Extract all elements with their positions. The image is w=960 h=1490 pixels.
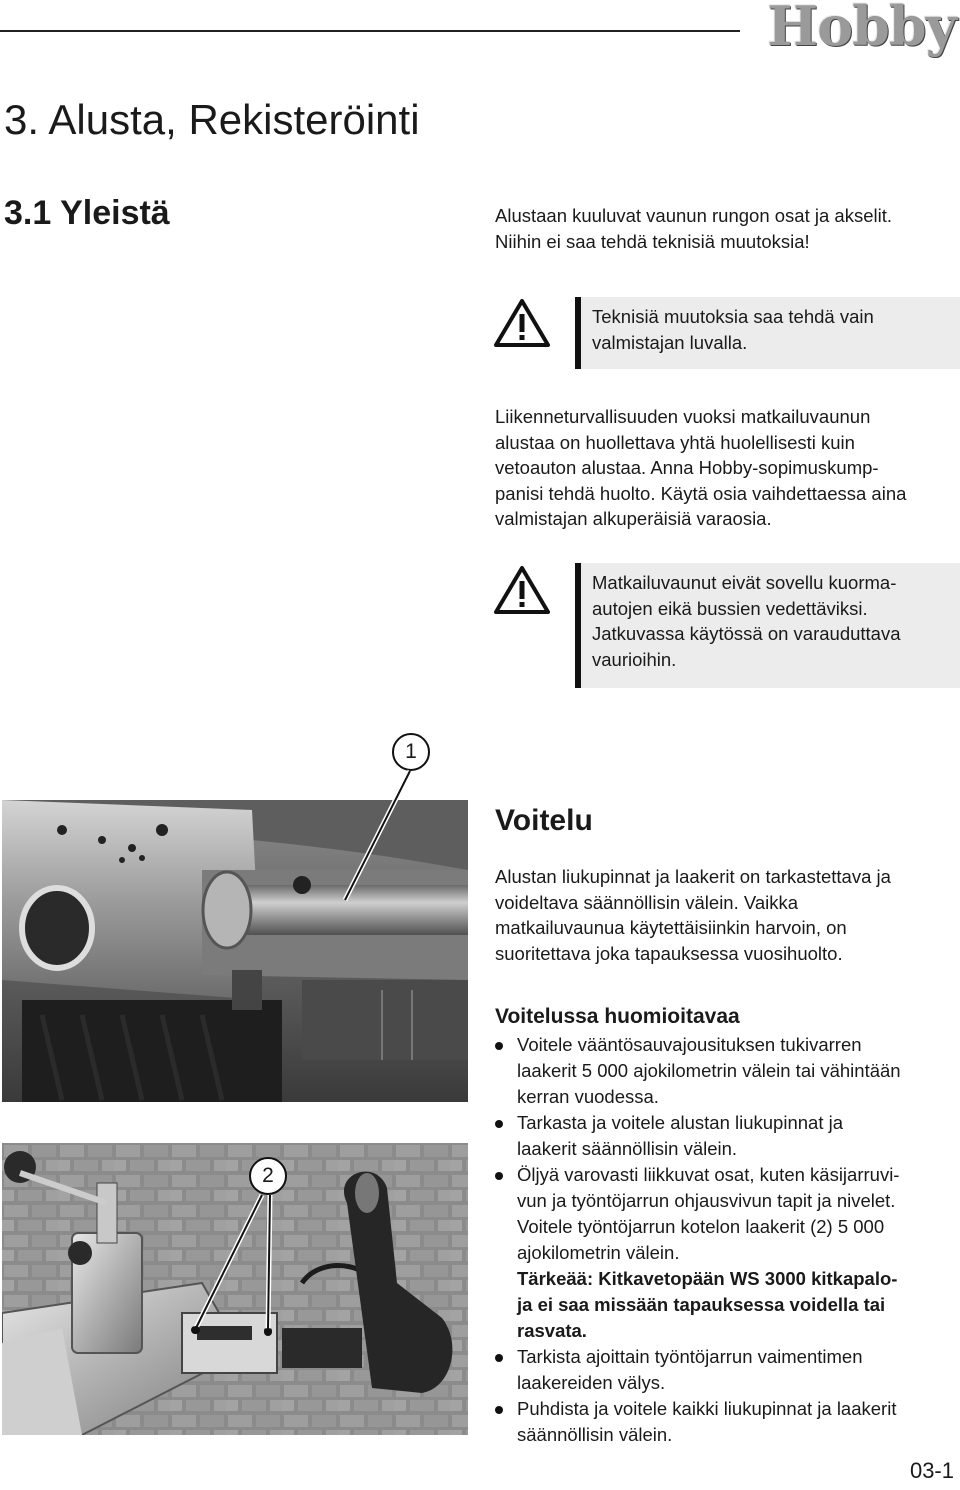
list-item: Puhdista ja voitele kaikki liukupinnat ja laakerit säännöllisin välein. — [495, 1396, 960, 1448]
warning-triangle-icon — [494, 298, 550, 348]
page-number: 03-1 — [909, 1458, 954, 1483]
important-note: Tärkeää: Kitkavetopään WS 3000 kitkapalo- ja ei saa missään tapauksessa voidella tai rasvata. — [517, 1268, 898, 1341]
voitelu-paragraph: Alustan liukupinnat ja laakerit on tarkastettava ja voideltava säännöllisin välein. Vaikka matkailuvaunua käytettäisiinkin harvoin, on suoritettava joka tapauksessa vuosihuolto. — [495, 866, 891, 964]
callout-2: 2 — [249, 1157, 287, 1195]
note-box-2: Matkailuvaunut eivät sovellu kuorma- autojen eikä bussien vedettäviksi. Jatkuvassa käytössä on varauduttava vaurioihin. — [575, 563, 960, 688]
maintenance-paragraph: Liikenneturvallisuuden vuoksi matkailuvaunun alustaa on huollettava yhtä huolellisesti kuin vetoauton alustaa. Anna Hobby-sopimuskump- panisi tehdä huolto. Käytä osia vaihdettaessa aina valmistajan alkuperäisiä varaosia. — [495, 406, 907, 529]
hobby-logo: Hobby — [767, 0, 956, 58]
voitelu-heading: Voitelu — [495, 804, 593, 837]
list-item: Tarkista ajoittain työntöjarrun vaimentimen laakereiden välys. — [495, 1344, 960, 1396]
list-item: Tarkasta ja voitele alustan liukupinnat ja laakerit säännöllisin välein. — [495, 1110, 960, 1162]
intro-paragraph: Alustaan kuuluvat vaunun rungon osat ja akselit. Niihin ei saa tehdä teknisiä muutoksia! — [495, 205, 892, 252]
section-heading: 3.1 Yleistä — [4, 194, 170, 232]
chassis-axle-photo — [2, 800, 468, 1102]
lubrication-list — [495, 1032, 960, 1448]
overrun-brake-photo — [2, 1143, 468, 1435]
note-box-1: Teknisiä muutoksia saa tehdä vain valmistajan luvalla. — [575, 297, 960, 369]
voitelu-subheading: Voitelussa huomioitavaa — [495, 1005, 740, 1028]
header-rule — [0, 30, 740, 32]
list-item: Voitele vääntösauvajousituksen tukivarren laakerit 5 000 ajokilometrin välein tai vähintään kerran vuodessa. — [495, 1032, 960, 1110]
list-item: Öljyä varovasti liikkuvat osat, kuten käsijarruvi- vun ja työntöjarrun ohjausvivun tapit ja nivelet. Voitele työntöjarrun kotelon laakerit (2) 5 000 ajokilometrin välein. Tärkeää: Kitkavetopään WS 3000 kitkapalo- ja ei saa missään tapauksessa voidella tai rasvata. — [495, 1162, 960, 1344]
warning-triangle-icon — [494, 565, 550, 615]
page-title: 3. Alusta, Rekisteröinti — [4, 96, 420, 143]
callout-1: 1 — [392, 733, 430, 771]
